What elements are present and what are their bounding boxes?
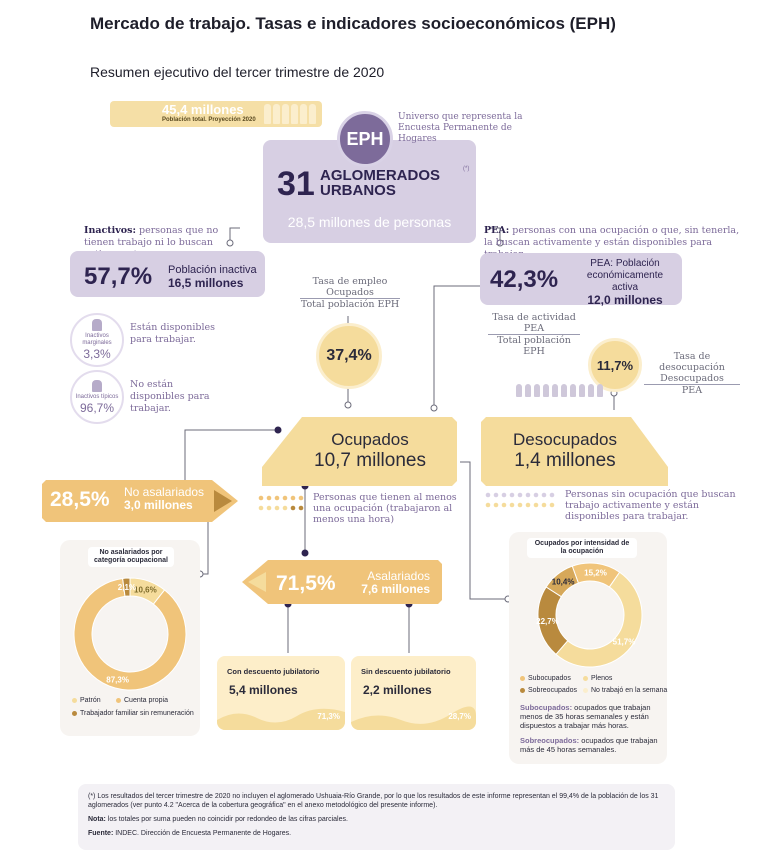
inactivos-tipicos-value: 96,7% <box>79 400 115 415</box>
desocupados-value: 1,4 millones <box>514 450 616 471</box>
eph-note: Universo que representa la Encuesta Permanente de Hogares <box>398 112 523 144</box>
person-icon <box>92 319 102 331</box>
inactivos-label <box>168 264 257 290</box>
person-icon <box>92 380 102 392</box>
pea-label-2: 12,0 millones <box>587 293 663 307</box>
legend-dot <box>72 711 77 716</box>
inactivos-marginales-title: Inactivos marginales <box>82 333 112 346</box>
pea-label-1: PEA: Población económicamente activa <box>586 258 664 293</box>
legend-dot <box>520 676 525 681</box>
no-asalariados-label <box>124 486 204 512</box>
tasa-actividad-den: Total población EPH <box>488 334 580 357</box>
eph-personas: 28,5 millones de personas <box>287 214 452 230</box>
donut-label-2: 22,7% <box>536 617 559 627</box>
donut-label-2: 2,1% <box>117 583 137 593</box>
no-asalariados-label-1: No asalariados <box>124 485 205 499</box>
inactivos-note-text: personas que no tienen trabajo ni lo buscan <box>84 225 219 248</box>
inactivos-label-2: 16,5 millones <box>168 276 244 290</box>
tasa-empleo-value: 37,4% <box>316 323 382 389</box>
footer-nota <box>88 815 665 824</box>
ocupados-value: 10,7 millones <box>314 450 426 471</box>
footer-fuente-text: INDEC. Dirección de Encuesta Permanente de Hogares. <box>113 830 292 837</box>
def-sobreocupados-bold: Sobreocupados: <box>520 736 580 745</box>
no-asalariados-panel-title: No asalariados por categoría ocupacional <box>88 547 174 567</box>
intensidad-legend-4 <box>583 687 667 694</box>
eph-label: AGLOMERADOS URBANOS <box>320 167 440 199</box>
population-label: Población total. Proyección 2020 <box>162 117 256 123</box>
intensidad-legend-1 <box>520 675 571 682</box>
inactivos-note-bold: Inactivos: <box>84 225 136 236</box>
pea-label <box>575 258 675 306</box>
legend-patron: Patrón <box>80 697 101 704</box>
tasa-desocupacion-value: 11,7% <box>588 338 642 392</box>
no-asalariados-legend-1 <box>72 697 101 704</box>
tasa-empleo-fraction <box>300 276 400 310</box>
legend-sobreocupados: Sobreocupados <box>528 687 578 694</box>
footer-fuente <box>88 829 665 838</box>
con-descuento-title: Con descuento jubilatorio <box>227 667 320 676</box>
inactivos-tipicos-title: Inactivos típicos <box>75 393 119 400</box>
tasa-empleo-title: Tasa de empleo <box>312 276 388 287</box>
tasa-desocupacion-fraction <box>644 351 740 396</box>
tasa-actividad-fraction <box>488 312 580 357</box>
sin-descuento-value: 2,2 millones <box>363 683 432 697</box>
legend-dot <box>72 698 77 703</box>
intensidad-legend-2 <box>583 675 612 682</box>
legend-subocupados: Subocupados <box>528 675 571 682</box>
def-sobreocupados-text: ocupados que trabajan más de 45 horas semanales. <box>520 736 658 754</box>
population-banner <box>110 101 322 127</box>
def-subocupados <box>520 703 660 730</box>
no-asalariados-pct: 28,5% <box>50 488 110 511</box>
legend-trabajador-familiar: Trabajador familiar sin remuneración <box>80 710 194 717</box>
donut-label-1: 51,7% <box>612 637 636 647</box>
def-subocupados-bold: Subocupados: <box>520 703 573 712</box>
intensidad-legend-3 <box>520 687 577 694</box>
legend-no-trabajo: No trabajó en la semana <box>591 687 668 694</box>
inactivos-label-1: Población inactiva <box>168 264 257 276</box>
inactivos-marginales-text: Están disponibles para trabajar. <box>130 322 215 345</box>
asalariados-label <box>348 570 430 596</box>
footer-notes <box>78 784 675 850</box>
no-asalariados-legend-2 <box>116 697 168 704</box>
dot-grid-icon <box>257 494 307 514</box>
footer-nota-text: los totales por suma pueden no coincidir por redondeo de las cifras parciales. <box>105 816 348 823</box>
tasa-actividad-num: PEA <box>523 323 545 334</box>
inactivos-tipicos-circle <box>70 370 124 424</box>
tasa-actividad-title: Tasa de actividad <box>492 312 576 323</box>
population-value: 45,4 millones <box>162 102 244 117</box>
ocupados-label: Ocupados <box>331 430 409 449</box>
no-asalariados-label-2: 3,0 millones <box>124 498 193 512</box>
asalariados-pct: 71,5% <box>276 572 336 595</box>
tasa-desocupacion-den: PEA <box>644 384 740 396</box>
con-descuento-card <box>217 656 345 730</box>
asalariados-label-1: Asalariados <box>367 569 430 583</box>
con-descuento-pct: 71,3% <box>317 712 340 721</box>
tasa-desocupacion-title: Tasa de desocupación <box>659 351 725 373</box>
sin-descuento-card <box>351 656 476 730</box>
inactivos-marginales-circle <box>70 313 124 367</box>
eph-footnote-mark: (*) <box>463 166 470 172</box>
donut-label-3: 10,4% <box>551 577 575 587</box>
pea-pct: 42,3% <box>490 266 559 293</box>
footer-note-1: (*) Los resultados del tercer trimestre de 2020 no incluyen el aglomerado Ushuaia-Río Grande, por lo que los resultados de este informe representan el 99,4% de la población de los 31 aglomerados (ver punto 4.2 "Acerca de la cobertura geográfica" en el anexo metodológico del presente informe). <box>88 793 659 809</box>
legend-dot <box>520 688 525 693</box>
tasa-desocupacion-num: Desocupados <box>660 373 724 384</box>
tasa-empleo-den: Total población EPH <box>300 299 400 310</box>
def-subocupados-text: ocupados que trabajan menos de 35 horas semanales y están dispuestos a trabajar más horas. <box>520 703 651 730</box>
legend-dot <box>583 688 588 693</box>
ocupados-note: Personas que tienen al menos una ocupación (trabajaron al menos una hora) <box>313 492 457 525</box>
eph-badge: EPH <box>337 111 393 167</box>
footer-nota-bold: Nota: <box>88 816 106 823</box>
footer-fuente-bold: Fuente: <box>88 830 114 837</box>
donut-label-0: 10,6% <box>134 585 157 595</box>
donut-label-0: 15,2% <box>584 568 607 578</box>
legend-dot <box>116 698 121 703</box>
people-icon <box>264 104 316 124</box>
inactivos-tipicos-text: No están disponibles para trabajar. <box>130 379 210 414</box>
no-asalariados-legend-3 <box>72 710 194 717</box>
page-title: Mercado de trabajo. Tasas e indicadores socioeconómicos (EPH) <box>90 14 616 33</box>
donut-label-1: 87,3% <box>106 675 129 685</box>
intensidad-donut <box>520 560 660 670</box>
pea-note-text: personas con una ocupación o que, sin tenerla, la buscan activamente y están disponibles para <box>484 225 740 248</box>
def-sobreocupados <box>520 736 660 754</box>
no-asalariados-donut <box>68 576 192 694</box>
pea-note-bold: PEA: <box>484 225 510 236</box>
legend-dot <box>583 676 588 681</box>
page-subtitle: Resumen ejecutivo del tercer trimestre de 2020 <box>90 64 385 80</box>
desocupados-label: Desocupados <box>513 430 617 449</box>
asalariados-label-2: 7,6 millones <box>361 582 430 596</box>
legend-plenos: Plenos <box>591 675 613 682</box>
sin-descuento-title: Sin descuento jubilatorio <box>361 667 451 676</box>
con-descuento-value: 5,4 millones <box>229 683 298 697</box>
intensidad-panel-title: Ocupados por intensidad de la ocupación <box>527 538 637 558</box>
people-row-icon <box>516 384 603 397</box>
tasa-empleo-num: Ocupados <box>326 287 374 298</box>
desocupados-note: Personas sin ocupación que buscan trabajo activamente y están disponibles para trabajar. <box>565 489 736 522</box>
legend-cuenta-propia: Cuenta propia <box>124 697 168 704</box>
sin-descuento-pct: 28,7% <box>448 712 471 721</box>
inactivos-pct: 57,7% <box>84 263 153 290</box>
inactivos-marginales-value: 3,3% <box>83 347 111 361</box>
dot-grid-icon <box>484 491 556 511</box>
eph-number: 31 <box>277 165 315 203</box>
